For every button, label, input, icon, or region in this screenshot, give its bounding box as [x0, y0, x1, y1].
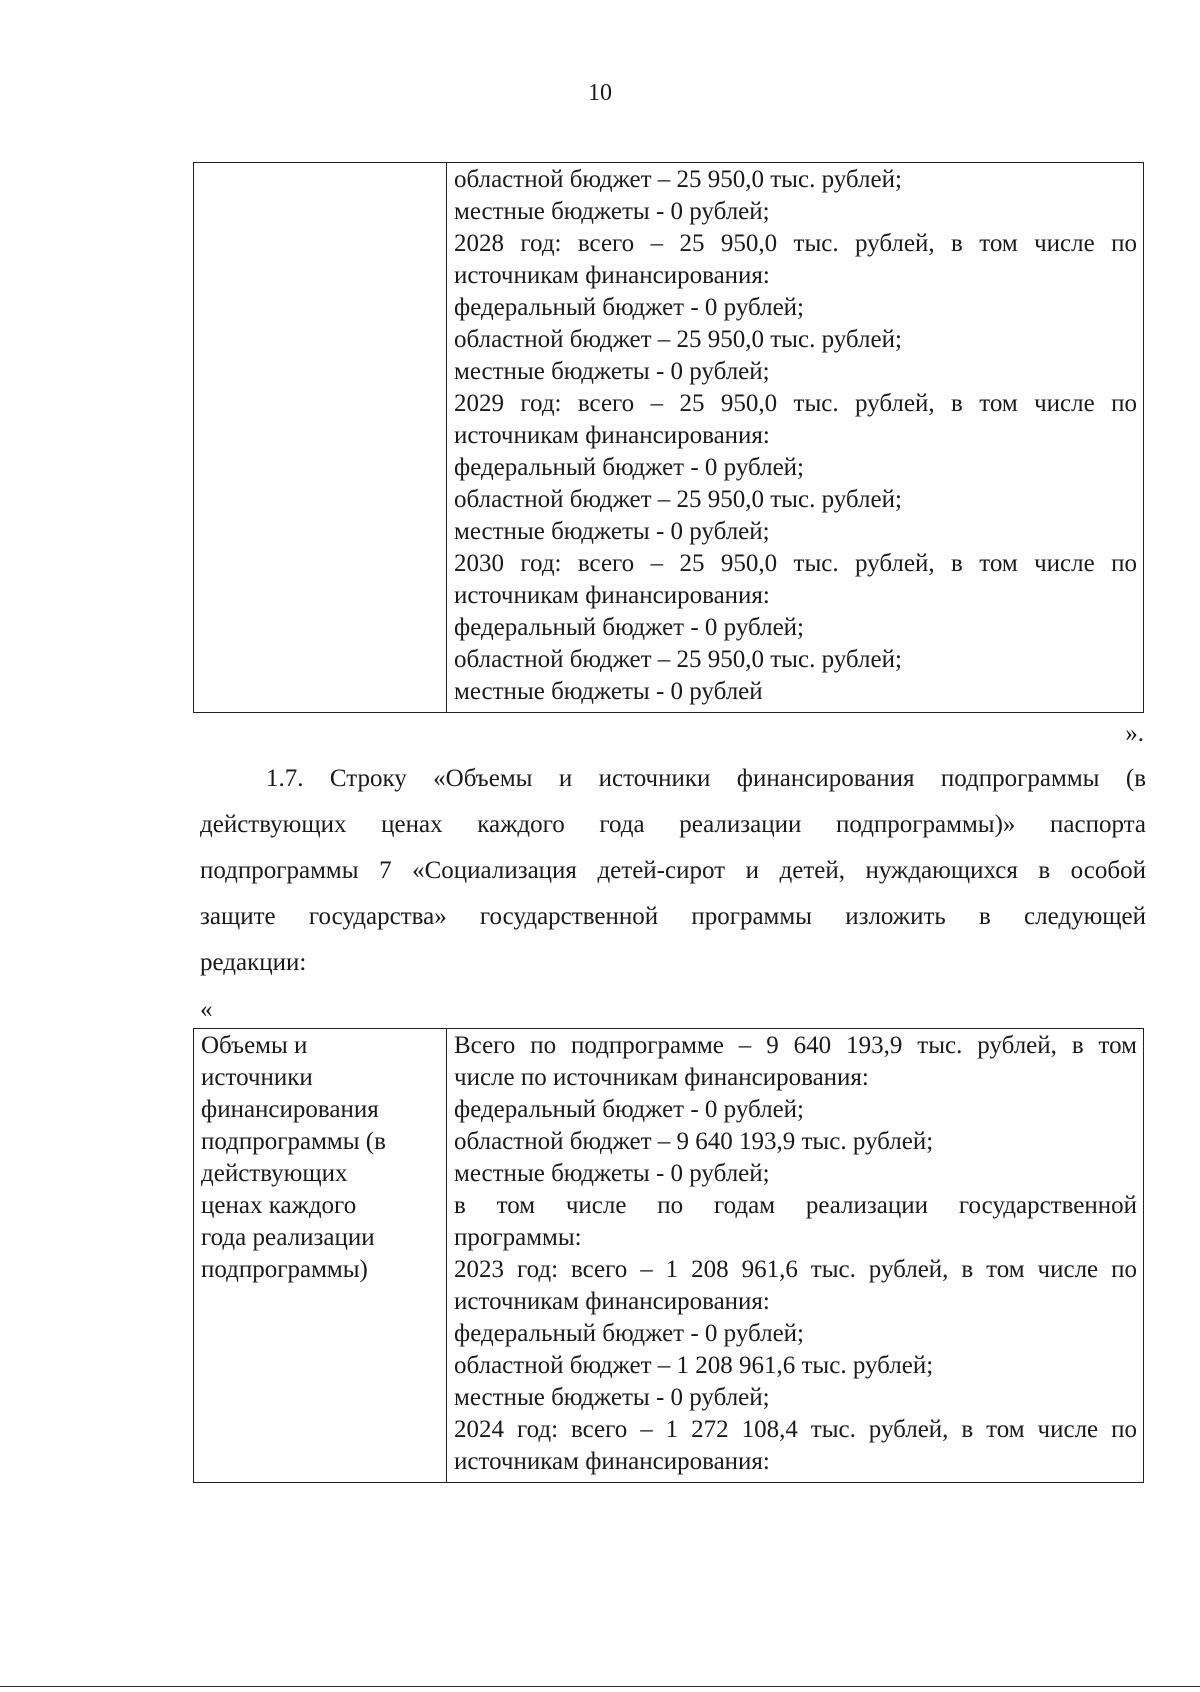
- table-line: областной бюджет – 25 950,0 тыс. рублей;: [454, 166, 902, 193]
- table-line: местные бюджеты - 0 рублей;: [454, 358, 770, 385]
- table-line: областной бюджет – 25 950,0 тыс. рублей;: [454, 486, 902, 513]
- table-line: источникам финансирования:: [454, 262, 770, 289]
- paragraph-line: подпрограммы 7 «Социализация детей-сирот и детей, нуждающихся в особой: [200, 857, 1146, 884]
- funding-table-subprogram-7: [193, 1028, 1144, 1483]
- table-line: 2028 год: всего – 25 950,0 тыс. рублей, в том числе по: [454, 230, 1137, 257]
- table-line: 2029 год: всего – 25 950,0 тыс. рублей, в том числе по: [454, 390, 1137, 417]
- paragraph-line: 1.7. Строку «Объемы и источники финансирования подпрограммы (в: [266, 765, 1146, 792]
- table-line: программы:: [454, 1224, 582, 1251]
- amendment-paragraph: [200, 756, 1146, 986]
- table-row: [194, 163, 1144, 713]
- paragraph-line: защите государства» государственной программы изложить в следующей: [200, 903, 1146, 930]
- page-number: 10: [588, 80, 612, 106]
- table-line: местные бюджеты - 0 рублей;: [454, 198, 770, 225]
- table-line: 2024 год: всего – 1 272 108,4 тыс. рублей, в том числе по: [454, 1416, 1137, 1443]
- table-line: источникам финансирования:: [454, 1448, 770, 1475]
- table-line: местные бюджеты - 0 рублей;: [454, 1160, 770, 1187]
- table-line: федеральный бюджет - 0 рублей;: [454, 454, 804, 481]
- table-line: местные бюджеты - 0 рублей;: [454, 1384, 770, 1411]
- table-line: областной бюджет – 25 950,0 тыс. рублей;: [454, 646, 902, 673]
- label-line: источники: [201, 1064, 313, 1091]
- bottom-rule: [0, 1686, 1200, 1687]
- label-line: действующих: [201, 1160, 348, 1187]
- table-line: федеральный бюджет - 0 рублей;: [454, 1320, 804, 1347]
- label-line: подпрограммы (в: [201, 1128, 386, 1155]
- table-line: областной бюджет – 25 950,0 тыс. рублей;: [454, 326, 902, 353]
- table-line: областной бюджет – 1 208 961,6 тыс. рублей;: [454, 1352, 934, 1379]
- label-line: года реализации: [201, 1224, 375, 1251]
- table-line: в том числе по годам реализации государственной: [454, 1192, 1137, 1219]
- label-line: ценах каждого: [201, 1192, 357, 1219]
- opening-quote: «: [200, 996, 213, 1023]
- closing-quote: ».: [1125, 720, 1144, 747]
- table-line: числе по источникам финансирования:: [454, 1064, 869, 1091]
- table-cell-left-empty: [194, 163, 447, 713]
- table-line: источникам финансирования:: [454, 1288, 770, 1315]
- table-line: федеральный бюджет - 0 рублей;: [454, 294, 804, 321]
- table-line: 2030 год: всего – 25 950,0 тыс. рублей, в том числе по: [454, 550, 1137, 577]
- table-line: источникам финансирования:: [454, 422, 770, 449]
- funding-table-continued: [193, 162, 1144, 713]
- table-row: [194, 1029, 1144, 1483]
- table-line: 2023 год: всего – 1 208 961,6 тыс. рублей, в том числе по: [454, 1256, 1137, 1283]
- table-line: Всего по подпрограмме – 9 640 193,9 тыс. рублей, в том: [454, 1032, 1137, 1059]
- table-line: федеральный бюджет - 0 рублей;: [454, 1096, 804, 1123]
- table-line: федеральный бюджет - 0 рублей;: [454, 614, 804, 641]
- label-line: финансирования: [201, 1096, 379, 1123]
- label-line: подпрограммы): [201, 1256, 368, 1283]
- table-line: источникам финансирования:: [454, 582, 770, 609]
- table-cell-right: [447, 1029, 1144, 1483]
- table-line: местные бюджеты - 0 рублей: [454, 678, 763, 705]
- label-line: Объемы и: [201, 1032, 308, 1059]
- table-line: местные бюджеты - 0 рублей;: [454, 518, 770, 545]
- table-cell-right: [447, 163, 1144, 713]
- paragraph-line: действующих ценах каждого года реализации подпрограммы)» паспорта: [200, 811, 1146, 838]
- paragraph-line: редакции:: [200, 949, 307, 976]
- table-cell-label: [194, 1029, 447, 1483]
- table-line: областной бюджет – 9 640 193,9 тыс. рублей;: [454, 1128, 934, 1155]
